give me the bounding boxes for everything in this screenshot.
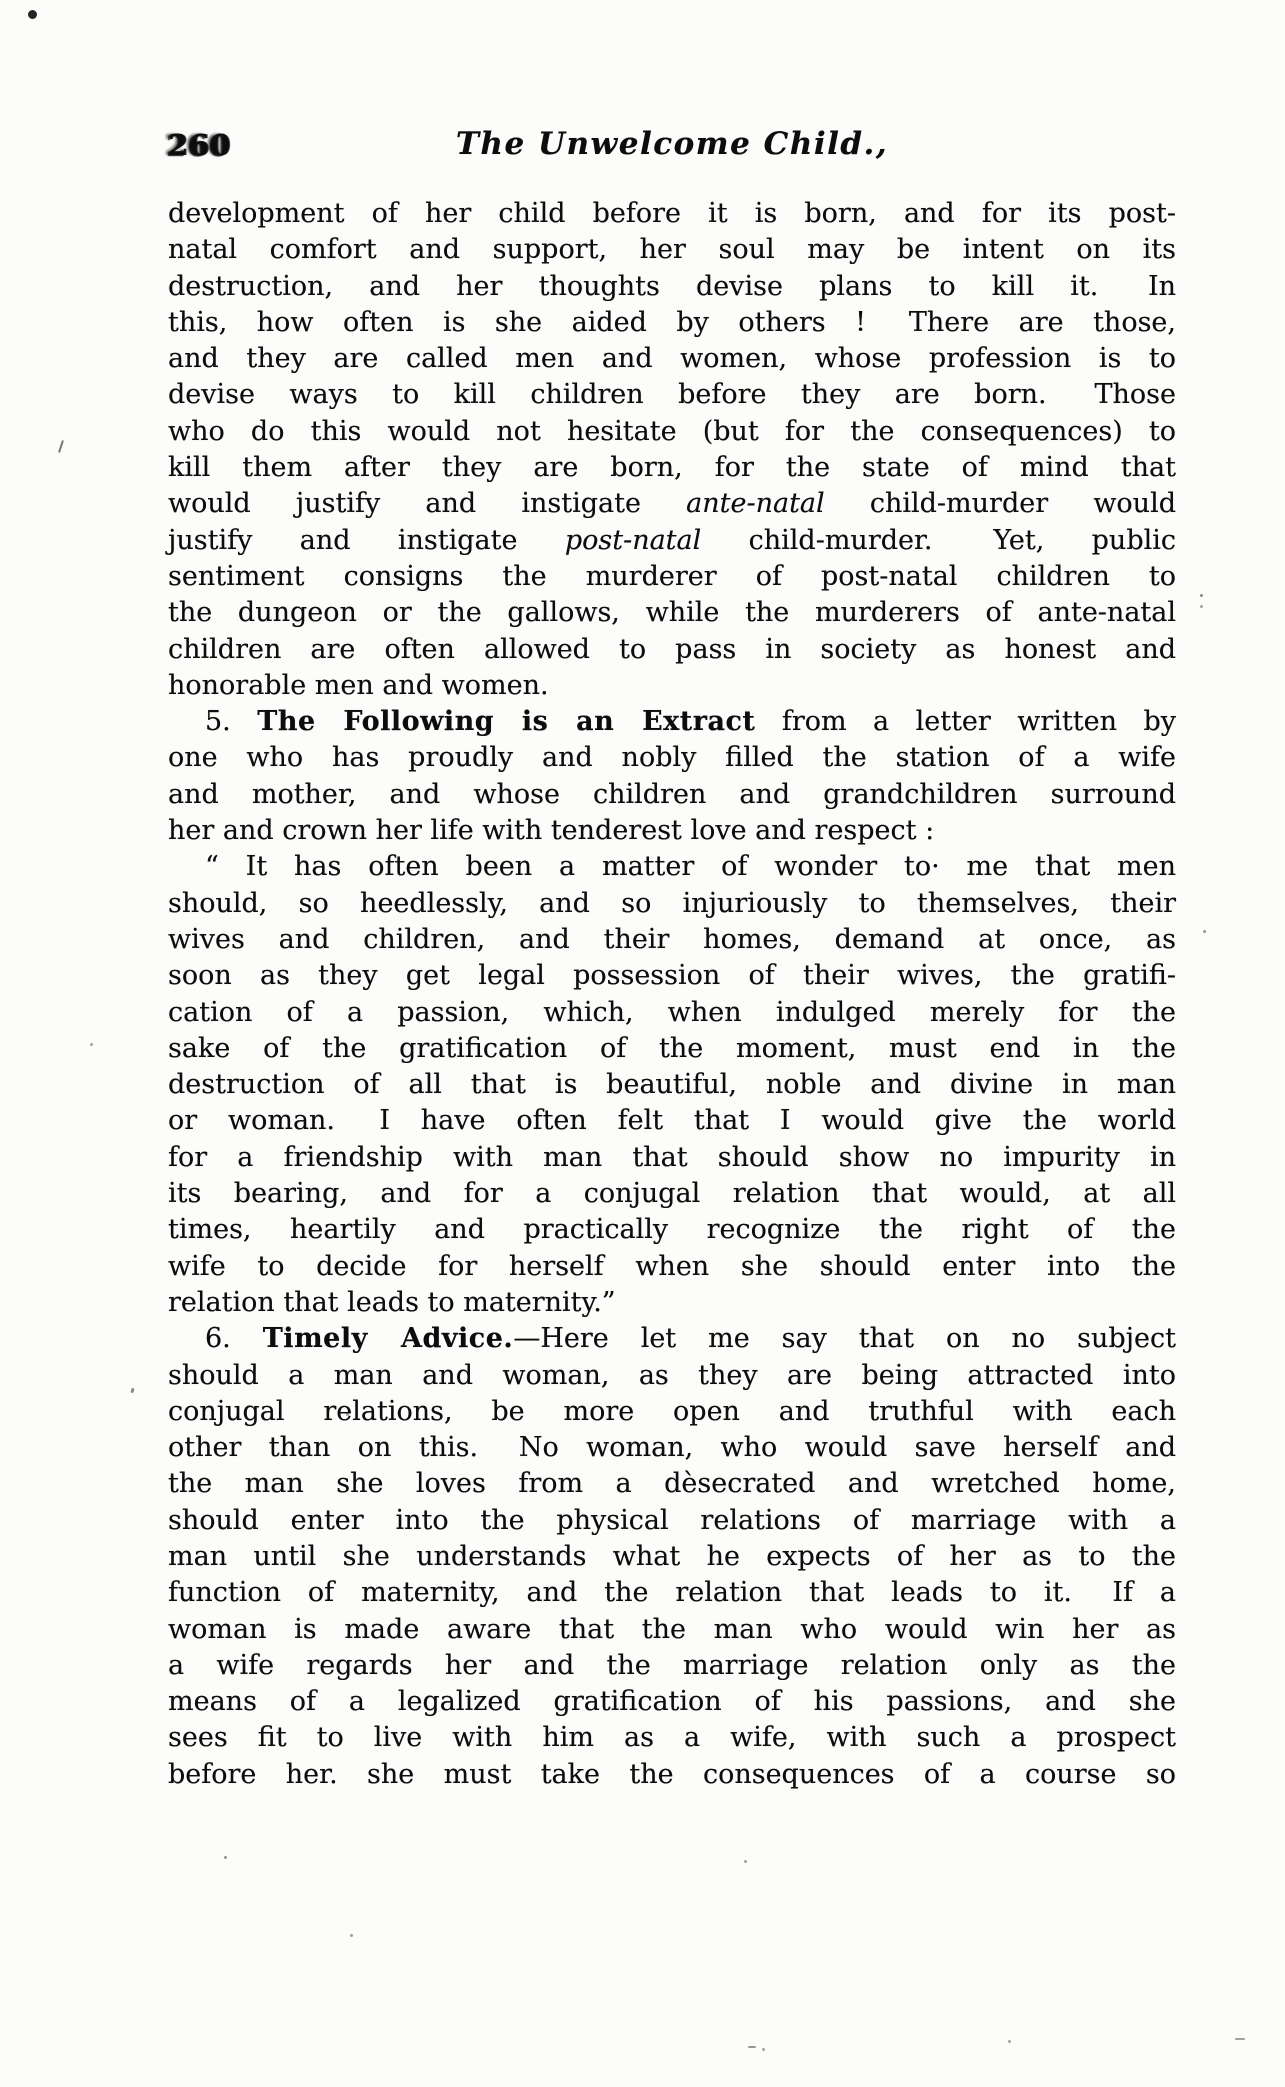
text-line: cation of a passion, which, when indulged merely for the bbox=[168, 996, 1176, 1028]
text-line: sees fit to live with him as a wife, with such a prospect bbox=[168, 1722, 1176, 1754]
text-line: kill them after they are born, for the state of mind that bbox=[168, 452, 1176, 484]
scan-speck bbox=[744, 1860, 747, 1863]
text-line: and they are called men and women, whose profession is to bbox=[168, 343, 1176, 375]
scan-speck bbox=[1200, 594, 1203, 597]
para-5-extract bbox=[168, 704, 1176, 849]
text-line: her and crown her life with tenderest love and respect : bbox=[168, 815, 935, 847]
scan-speck bbox=[762, 2048, 765, 2051]
text-line: wife to decide for herself when she should enter into the bbox=[168, 1250, 1176, 1282]
scan-speck bbox=[224, 1856, 227, 1859]
text-line: should a man and woman, as they are being attracted into bbox=[168, 1359, 1176, 1391]
scan-speck bbox=[130, 1388, 134, 1394]
text-line: justify and instigate post-natal child-murder. Yet, public bbox=[168, 524, 1176, 556]
text-line: for a friendship with man that should show no impurity in bbox=[168, 1141, 1176, 1173]
text-line: sake of the gratification of the moment, must end in the bbox=[168, 1032, 1176, 1064]
text-line: the dungeon or the gallows, while the murderers of ante-natal bbox=[168, 597, 1176, 629]
text-line: wives and children, and their homes, demand at once, as bbox=[168, 923, 1176, 955]
scan-speck bbox=[28, 10, 37, 19]
text-line: man until she understands what he expects of her as to the bbox=[168, 1540, 1176, 1572]
running-header-title: The Unwelcome Child., bbox=[455, 126, 889, 162]
text-line: relation that leads to maternity.” bbox=[168, 1286, 616, 1318]
text-line: the man she loves from a dèsecrated and wretched home, bbox=[168, 1468, 1176, 1500]
scan-speck bbox=[1235, 2038, 1245, 2040]
scan-speck bbox=[90, 1043, 93, 1046]
text-line: devise ways to kill children before they are born. Those bbox=[168, 379, 1176, 411]
text-line: should, so heedlessly, and so injuriously to themselves, their bbox=[168, 887, 1176, 919]
text-line: “ It has often been a matter of wonder to· me that men bbox=[205, 851, 1176, 883]
scan-speck bbox=[58, 440, 64, 453]
para-6-timely-advice bbox=[168, 1321, 1176, 1793]
text-line: destruction of all that is beautiful, noble and divine in man bbox=[168, 1069, 1176, 1101]
text-line: who do this would not hesitate (but for the consequences) to bbox=[168, 415, 1176, 447]
text-line: 6. Timely Advice.—Here let me say that on no subject bbox=[205, 1323, 1176, 1355]
text-line: would justify and instigate ante-natal child-murder would bbox=[168, 488, 1176, 520]
scan-speck bbox=[1008, 2040, 1011, 2043]
text-line: a wife regards her and the marriage relation only as the bbox=[168, 1649, 1176, 1681]
text-line: honorable men and women. bbox=[168, 669, 549, 701]
text-line: before her. she must take the consequences of a course so bbox=[168, 1758, 1176, 1790]
text-line: its bearing, and for a conjugal relation that would, at all bbox=[168, 1178, 1176, 1210]
text-line: this, how often is she aided by others ! There are those, bbox=[168, 306, 1176, 338]
text-line: destruction, and her thoughts devise plans to kill it. In bbox=[168, 270, 1176, 302]
text-line: woman is made aware that the man who would win her as bbox=[168, 1613, 1176, 1645]
text-line: or woman. I have often felt that I would give the world bbox=[168, 1105, 1176, 1137]
text-line: and mother, and whose children and grandchildren surround bbox=[168, 778, 1176, 810]
text-line: one who has proudly and nobly filled the station of a wife bbox=[168, 742, 1176, 774]
page-number: 260 bbox=[168, 128, 232, 162]
text-line: times, heartily and practically recognize the right of the bbox=[168, 1214, 1176, 1246]
text-line: children are often allowed to pass in society as honest and bbox=[168, 633, 1176, 665]
text-line: sentiment consigns the murderer of post-natal children to bbox=[168, 560, 1176, 592]
scan-speck bbox=[748, 2046, 756, 2048]
para-quote-letter bbox=[168, 849, 1176, 1321]
scan-speck bbox=[1203, 930, 1206, 933]
text-line: means of a legalized gratification of his passions, and she bbox=[168, 1686, 1176, 1718]
body-text bbox=[168, 196, 1176, 1793]
text-line: other than on this. No woman, who would save herself and bbox=[168, 1432, 1176, 1464]
text-line: should enter into the physical relations of marriage with a bbox=[168, 1504, 1176, 1536]
text-line: development of her child before it is born, and for its post- bbox=[168, 198, 1176, 229]
scan-speck bbox=[346, 1413, 349, 1416]
scan-speck bbox=[350, 1934, 353, 1937]
text-line: conjugal relations, be more open and truthful with each bbox=[168, 1395, 1176, 1427]
text-line: function of maternity, and the relation that leads to it. If a bbox=[168, 1577, 1176, 1609]
running-header bbox=[168, 126, 1176, 170]
text-line: 5. The Following is an Extract from a letter written by bbox=[205, 706, 1176, 738]
scan-speck bbox=[1200, 605, 1203, 608]
text-line: natal comfort and support, her soul may be intent on its bbox=[168, 234, 1176, 266]
text-line: soon as they get legal possession of their wives, the gratifi- bbox=[168, 960, 1176, 992]
para-4-continuation bbox=[168, 196, 1176, 704]
